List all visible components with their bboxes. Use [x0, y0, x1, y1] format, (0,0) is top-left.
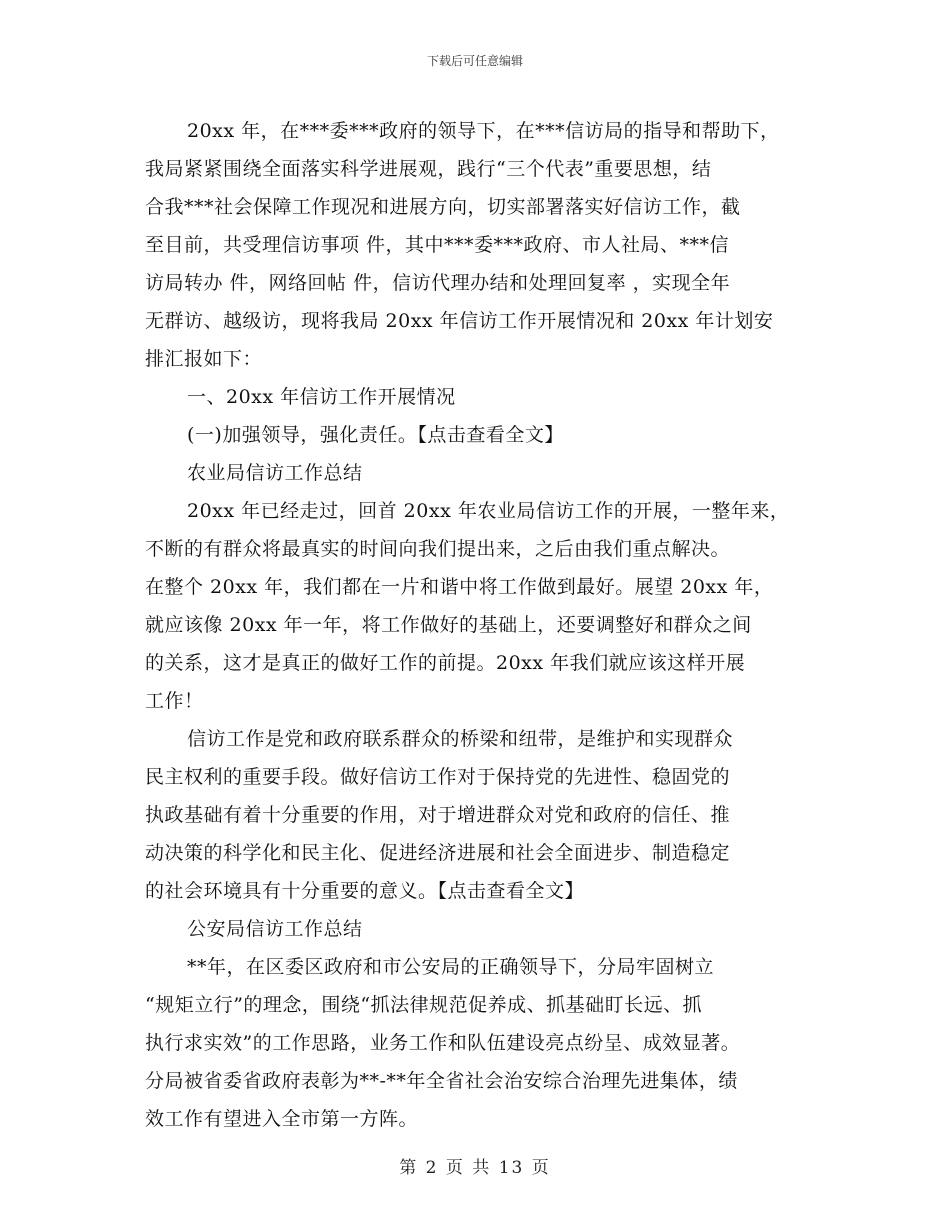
text-line: 的关系，这才是真正的做好工作的前提。20xx 年我们就应该这样开展: [145, 652, 746, 674]
text-line: 的社会环境具有十分重要的意义。【点击查看全文】: [145, 880, 585, 902]
text-line: 至目前，共受理信访事项 件，其中***委***政府、市人社局、***信: [145, 234, 730, 256]
subsection-heading: (一)加强领导，强化责任。【点击查看全文】: [187, 424, 564, 446]
text-line: 执政基础有着十分重要的作用，对于增进群众对党和政府的信任、推: [145, 804, 731, 826]
text-line: 无群访、越级访，现将我局 20xx 年信访工作开展情况和 20xx 年计划安: [145, 310, 774, 332]
article-title: 公安局信访工作总结: [187, 918, 363, 940]
text-line: 分局被省委省政府表彰为**-**年全省社会治安综合治理先进集体，绩: [145, 1070, 738, 1092]
text-line: 就应该像 20xx 年一年，将工作做好的基础上，还要调整好和群众之间: [145, 614, 752, 636]
text-line: 信访工作是党和政府联系群众的桥梁和纽带，是维护和实现群众: [187, 728, 734, 750]
text-line: 20xx 年已经走过，回首 20xx 年农业局信访工作的开展，一整年来，: [187, 500, 790, 522]
text-line: 不断的有群众将最真实的时间向我们提出来，之后由我们重点解决。: [145, 538, 731, 560]
page-number-footer: 第 2 页 共 13 页: [399, 1158, 551, 1178]
text-line: **年，在区委区政府和市公安局的正确领导下，分局牢固树立: [187, 956, 715, 978]
text-line: 排汇报如下：: [145, 348, 263, 370]
document-body: [145, 112, 825, 1138]
text-line: 效工作有望进入全市第一方阵。: [145, 1108, 419, 1130]
text-line: 工作！: [145, 690, 204, 712]
page-header: 下载后可任意编辑: [426, 54, 523, 68]
section-heading: 一、20xx 年信访工作开展情况: [187, 386, 456, 408]
text-line: 动决策的科学化和民主化、促进经济进展和社会全面进步、制造稳定: [145, 842, 731, 864]
text-line: 合我***社会保障工作现况和进展方向，切实部署落实好信访工作，截: [145, 196, 741, 218]
text-line: 访局转办 件，网络回帖 件，信访代理办结和处理回复率 ，实现全年: [145, 272, 731, 294]
text-line: 20xx 年，在***委***政府的领导下，在***信访局的指导和帮助下，: [187, 120, 780, 142]
text-line: 在整个 20xx 年，我们都在一片和谐中将工作做到最好。展望 20xx 年，: [145, 576, 774, 598]
text-line: 民主权利的重要手段。做好信访工作对于保持党的先进性、稳固党的: [145, 766, 731, 788]
text-line: 我局紧紧围绕全面落实科学进展观，践行“三个代表”重要思想，结: [145, 158, 712, 180]
article-title: 农业局信访工作总结: [187, 462, 363, 484]
text-line: “规矩立行”的理念，围绕“抓法律规范促养成、抓基础盯长远、抓: [145, 994, 703, 1016]
text-line: 执行求实效”的工作思路，业务工作和队伍建设亮点纷呈、成效显著。: [145, 1032, 741, 1054]
